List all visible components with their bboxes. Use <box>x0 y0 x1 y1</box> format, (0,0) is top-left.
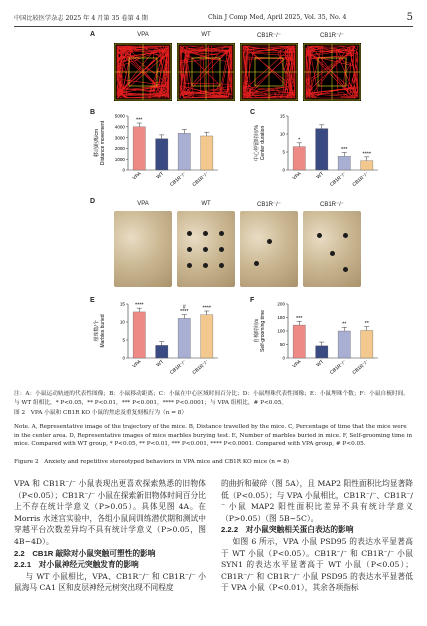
x-tick-label: VPA <box>132 359 143 370</box>
panel-letter-a: A <box>90 31 96 38</box>
y-tick-label: 0 <box>282 167 285 173</box>
y-tick-label: 0 <box>282 355 285 361</box>
bar <box>293 147 305 170</box>
panel-letter-b: B <box>90 109 96 116</box>
significance-mark: *** <box>296 315 303 322</box>
figure-note-en: Note. A, Representative image of the trajectory of the mice. B, Distance travelled by the mice. C, Percentage of time that the mice were in the center area. D, Representative images of mice marbles burying test. E, Number of marbles buried in mice. F, Self-grooming time in mice. Compared with WT group, * P<0.05, ** P<0.01, *** P<0.001, **** P<0.0001. Compared with VPA group, # P<0.05. <box>14 424 412 448</box>
chart-distance-movement <box>90 108 225 196</box>
y-tick-label: 5 <box>122 337 125 343</box>
running-header <box>14 10 413 24</box>
y-axis-label-en: Distance movement <box>100 120 106 166</box>
journal-name-en: Chin J Comp Med, April 2025, Vol. 35, No. 4 <box>208 13 347 21</box>
x-tick-label: VPA <box>292 359 303 370</box>
y-tick-label: 150 <box>277 315 285 321</box>
group-label-d-vpa: VPA <box>137 201 149 207</box>
panel-letter-d: D <box>90 198 96 205</box>
trajectory-image-vpa <box>114 43 172 101</box>
group-label-a-ko1: CB1R⁻/⁻ <box>256 33 281 39</box>
significance-mark: *** <box>136 117 143 124</box>
subsection-heading: 2.2.2 对小鼠突触相关蛋白表达的影响 <box>221 525 354 535</box>
y-axis-label-en: Marbles buried <box>100 314 106 348</box>
y-tick-label: 5 <box>282 149 285 155</box>
x-tick-label: CB1R⁻/⁻ <box>329 359 348 376</box>
group-label-a-ko2: CB1R⁻/⁻ <box>319 33 344 39</box>
significance-mark: *** <box>341 147 348 154</box>
bar <box>361 330 373 358</box>
y-tick-label: 0 <box>122 167 125 173</box>
bar <box>316 346 328 358</box>
chart-center-duration <box>250 108 385 196</box>
y-axis-label-cn: 埋珠数/个 <box>94 320 100 342</box>
bar <box>201 315 213 358</box>
significance-mark-vs-vpa: # <box>182 304 186 311</box>
body-paragraph: 与 WT 小鼠相比，VPA、CB1R⁻/⁻ 和 CB1R⁻/⁻ 小鼠海马 CA1 区和皮层神经元树突出现不同程度 <box>14 571 206 593</box>
y-axis-label-en: Self-grooming time <box>260 310 266 352</box>
x-tick-label: CB1R⁻/⁻ <box>169 359 188 376</box>
group-label-a-vpa: VPA <box>137 32 149 38</box>
x-tick-label: WT <box>156 359 166 369</box>
body-paragraph: VPA 和 CB1R⁻/⁻ 小鼠表现出更喜欢探索熟悉的旧物体（P<0.05）；CB1R⁻/⁻ 小鼠在探索新旧物体时间百分比上不存在统计学意义（P>0.05）。具体见图 4A。在 Morris 水迷宫实验中，各组小鼠间训练潜伏期和测试中穿越平台次数差异均不具有统计学意义（P>0.05，图 4B~4D）。 <box>14 479 206 546</box>
bar <box>156 345 168 358</box>
chart-marbles-buried <box>90 296 225 384</box>
bar <box>133 312 145 358</box>
y-tick-label: 3000 <box>114 135 125 141</box>
y-tick-label: 1000 <box>114 156 125 162</box>
trajectory-image-ko2 <box>303 43 361 101</box>
y-axis-label-cn: 中心停留时间/% <box>254 125 260 161</box>
x-tick-label: CB1R⁻/⁻ <box>192 171 211 188</box>
chart-self-grooming <box>250 296 385 384</box>
x-tick-label: WT <box>316 171 326 181</box>
y-axis-label-cn: 自梳时间/s <box>254 319 260 343</box>
subsection-heading: 2.2.1 对小鼠神经元突触发育的影响 <box>14 560 139 570</box>
page-number: 5 <box>406 11 413 23</box>
bar <box>338 331 350 358</box>
group-label-a-wt: WT <box>201 32 211 38</box>
bar <box>156 139 168 170</box>
x-tick-label: WT <box>316 359 326 369</box>
significance-mark: * <box>298 137 301 144</box>
group-label-d-wt: WT <box>201 201 211 207</box>
y-tick-label: 4000 <box>114 124 125 130</box>
bar <box>133 127 145 170</box>
header-rule <box>14 26 413 27</box>
bar <box>338 156 350 170</box>
journal-name-cn: 中国比较医学杂志 2025 年 4 月第 35 卷第 4 期 <box>14 14 148 22</box>
x-tick-label: VPA <box>292 171 303 182</box>
y-axis-label-cn: 移动距离/cm <box>94 128 100 158</box>
section-heading: 2.2 CB1R 敲除对小鼠突触可塑性的影响 <box>14 548 156 558</box>
trajectory-image-wt <box>177 43 235 101</box>
x-tick-label: CB1R⁻/⁻ <box>169 171 188 188</box>
y-tick-label: 0 <box>122 355 125 361</box>
significance-mark: ** <box>342 321 347 328</box>
figure-caption-en: Figure 2 Anxiety and repetitive stereotyped behaviors in VPA mice and CB1R KO mice (n = 8) <box>14 459 290 465</box>
body-paragraph: 如图 6 所示，VPA 小鼠 PSD95 的表达水平显著高于 WT 小鼠（P<0.05）。CB1R⁻/⁻ 和 CB1R⁻/⁻ 小鼠 SYN1 的表达水平显著高于 WT 小鼠（P<0.05）；CB1R⁻/⁻ 和 CB1R⁻/⁻ 小鼠 PSD95 的表达水平显著低于 VPA 小鼠（P<0.01），其余各项指标 <box>221 536 413 593</box>
x-tick-label: WT <box>156 171 166 181</box>
marble-photo-vpa <box>114 211 172 287</box>
bar <box>361 161 373 170</box>
x-tick-label: CB1R⁻/⁻ <box>352 171 371 188</box>
group-label-d-ko1: CB1R⁻/⁻ <box>256 202 281 208</box>
y-tick-label: 15 <box>279 113 285 119</box>
y-tick-label: 5000 <box>114 113 125 119</box>
bar <box>201 136 213 170</box>
significance-mark: **** <box>179 309 189 316</box>
bar <box>178 133 190 170</box>
marble-photo-ko2 <box>303 211 361 287</box>
y-tick-label: 50 <box>279 342 285 348</box>
panel-letter-c: C <box>250 109 256 116</box>
figure-note-cn: 注：A：小鼠运动轨迹的代表性图像；B：小鼠移动距离；C：小鼠在中心区域时间百分比；D：小鼠埋珠代表性图像；E：小鼠埋珠个数；F：小鼠自梳时间。与 WT 组相比，* P<0.05，** P<0.01，*** P<0.001，**** P<0.0001；与 VPA 组相比，# P<0.05。 <box>14 391 409 406</box>
significance-mark: **** <box>202 305 212 312</box>
y-tick-label: 10 <box>279 131 285 137</box>
y-tick-label: 15 <box>119 301 125 307</box>
x-tick-label: CB1R⁻/⁻ <box>352 359 371 376</box>
marble-photo-ko1 <box>240 211 298 287</box>
bar <box>178 318 190 358</box>
x-tick-label: CB1R⁻/⁻ <box>192 359 211 376</box>
figure-caption-cn: 图 2 VPA 小鼠和 CB1R KO 小鼠的焦虑及重复刻板行为（n = 8） <box>14 410 188 416</box>
y-axis-label-en: Center duration <box>260 125 266 161</box>
y-tick-label: 200 <box>277 301 285 307</box>
marble-photo-wt <box>177 211 235 287</box>
x-tick-label: CB1R⁻/⁻ <box>329 171 348 188</box>
y-tick-label: 100 <box>277 328 285 334</box>
trajectory-image-ko1 <box>240 43 298 101</box>
panel-letter-f: F <box>250 297 255 304</box>
significance-mark: **** <box>362 151 372 158</box>
significance-mark: **** <box>134 302 144 309</box>
bar <box>293 325 305 358</box>
y-tick-label: 10 <box>119 319 125 325</box>
x-tick-label: VPA <box>132 171 143 182</box>
bar <box>316 129 328 170</box>
y-tick-label: 2000 <box>114 146 125 152</box>
body-paragraph: 的曲折和破碎（图 5A），且 MAP2 阳性面积比均显著降低（P<0.05）；与 VPA 小鼠相比，CB1R⁻/⁻、CB1R⁻/⁻ 小鼠 MAP2 阳性面积比差异不具有统计学意义（P>0.05）（图 5B~5C）。 <box>221 479 413 523</box>
right-column <box>221 478 413 594</box>
left-column <box>14 478 206 594</box>
significance-mark: ** <box>364 321 369 328</box>
panel-letter-e: E <box>90 297 95 304</box>
group-label-d-ko2: CB1R⁻/⁻ <box>319 202 344 208</box>
